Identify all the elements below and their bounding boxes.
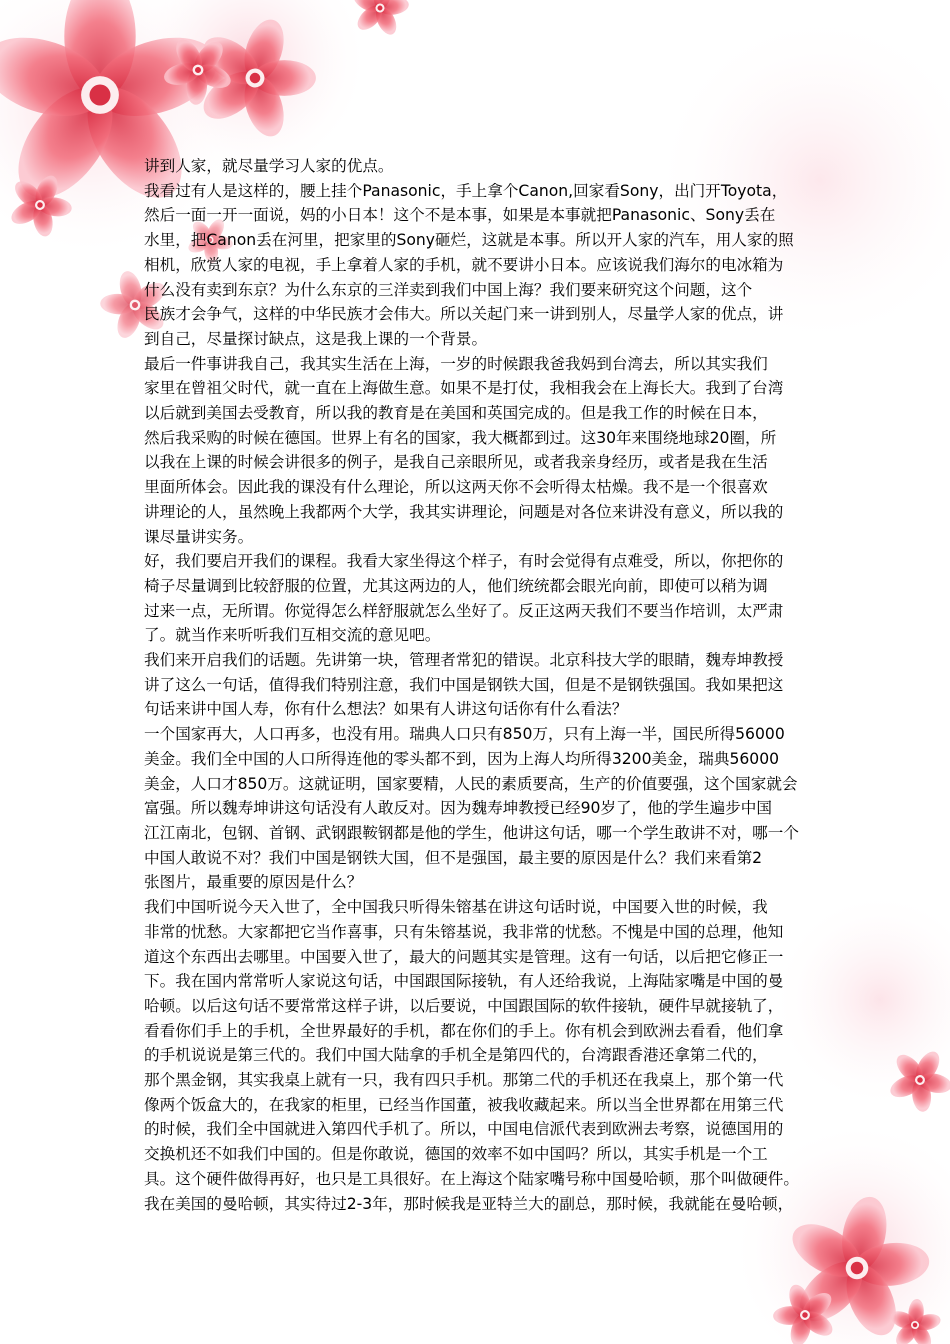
text-line: 以后就到美国去受教育，所以我的教育是在美国和英国完成的。但是我工作的时候在日本，: [144, 404, 768, 423]
text-line: 我看过有人是这样的，腰上挂个Panasonic，手上拿个Canon,回家看Sony，出门开Toyota，: [144, 181, 788, 200]
text-line: 我在美国的曼哈顿，其实待过2-3年，那时候我是亚特兰大的副总，那时候，我就能在曼哈顿，: [144, 1194, 794, 1213]
text-line: 一个国家再大，人口再多，也没有用。瑞典人口只有850万，只有上海一半，国民所得56000: [144, 725, 785, 744]
text-line: 到自己，尽量探讨缺点，这是我上课的一个背景。: [144, 329, 488, 348]
text-line: 我们中国听说今天入世了，全中国我只听得朱镕基在讲这句话时说，中国要入世的时候，我: [144, 898, 768, 917]
text-line: 句话来讲中国人寿，你有什么想法？如果有人讲这句话你有什么看法？: [144, 700, 628, 719]
text-line: 家里在曾祖父时代，就一直在上海做生意。如果不是打仗，我相我会在上海长大。我到了台湾: [144, 379, 784, 398]
text-line: 江江南北，包钢、首钢、武钢跟鞍钢都是他的学生，他讲这句话，哪一个学生敢讲不对，哪一个: [144, 823, 799, 842]
text-line: 的时候，我们全中国就进入第四代手机了。所以，中国电信派代表到欧洲去考察，说德国用的: [144, 1120, 784, 1139]
text-line: 中国人敢说不对？我们中国是钢铁大国，但不是强国，最主要的原因是什么？我们来看第2: [144, 848, 763, 867]
text-line: 了。就当作来听听我们互相交流的意见吧。: [144, 626, 441, 645]
text-line: 民族才会争气，这样的中华民族才会伟大。所以关起门来一讲到别人，尽量学人家的优点，讲: [144, 305, 784, 324]
text-line: 什么没有卖到东京？为什么东京的三洋卖到我们中国上海？我们要来研究这个问题，这个: [144, 280, 753, 299]
text-line: 讲了这么一句话，值得我们特别注意，我们中国是钢铁大国，但是不是钢铁强国。我如果把这: [144, 675, 784, 694]
text-line: 具。这个硬件做得再好，也只是工具很好。在上海这个陆家嘴号称中国曼哈顿，那个叫做硬件。: [144, 1169, 799, 1188]
text-line: 看看你们手上的手机，全世界最好的手机，都在你们的手上。你有机会到欧洲去看看，他们拿: [144, 1021, 784, 1040]
text-line: 然后一面一开一面说，妈的小日本！这个不是本事，如果是本事就把Panasonic、Sony丢在: [144, 206, 776, 225]
text-line: 最后一件事讲我自己，我其实生活在上海，一岁的时候跟我爸我妈到台湾去，所以其实我们: [144, 354, 768, 373]
text-line: 水里，把Canon丢在河里，把家里的Sony砸烂，这就是本事。所以开人家的汽车，用人家的照: [144, 231, 794, 250]
text-line: 道这个东西出去哪里。中国要入世了，最大的问题其实是管理。这有一句话，以后把它修正一: [144, 947, 784, 966]
text-line: 那个黑金钢，其实我桌上就有一只，我有四只手机。那第二代的手机还在我桌上，那个第一代: [144, 1071, 784, 1090]
text-line: 的手机说说是第三代的。我们中国大陆拿的手机全是第四代的，台湾跟香港还拿第二代的，: [144, 1046, 768, 1065]
text-line: 课尽量讲实务。: [144, 527, 254, 546]
text-line: 里面所体会。因此我的课没有什么理论，所以这两天你不会听得太枯燥。我不是一个很喜欢: [144, 478, 768, 497]
text-line: 好，我们要启开我们的课程。我看大家坐得这个样子，有时会觉得有点难受，所以，你把你的: [144, 552, 784, 571]
text-line: 相机，欣赏人家的电视，手上拿着人家的手机，就不要讲小日本。应该说我们海尔的电冰箱为: [144, 255, 784, 274]
text-line: 讲理论的人，虽然晚上我都两个大学，我其实讲理论，问题是对各位来讲没有意义，所以我的: [144, 502, 784, 521]
text-line: 富强。所以魏寿坤讲这句话没有人敢反对。因为魏寿坤教授已经90岁了，他的学生遍步中国: [144, 799, 772, 818]
text-line: 下。我在国内常常听人家说这句话，中国跟国际接轨，有人还给我说，上海陆家嘴是中国的曼: [144, 972, 784, 991]
text-line: 过来一点，无所谓。你觉得怎么样舒服就怎么坐好了。反正这两天我们不要当作培训，太严肃: [144, 601, 784, 620]
text-line: 哈顿。以后这句话不要常常这样子讲，以后要说，中国跟国际的软件接轨，硬件早就接轨了，: [144, 996, 784, 1015]
text-line: 张图片，最重要的原因是什么？: [144, 873, 363, 892]
text-line: 我们来开启我们的话题。先讲第一块，管理者常犯的错误。北京科技大学的眼睛，魏寿坤教授: [144, 651, 784, 670]
text-line: 然后我采购的时候在德国。世界上有名的国家，我大概都到过。这30年来围绕地球20圈，所: [144, 428, 777, 447]
text-line: 以我在上课的时候会讲很多的例子，是我自己亲眼所见，或者我亲身经历，或者是我在生活: [144, 453, 768, 472]
document-body: [144, 154, 810, 1216]
text-line: 非常的忧愁。大家都把它当作喜事，只有朱镕基说，我非常的忧愁。不愧是中国的总理，他知: [144, 922, 784, 941]
text-line: 交换机还不如我们中国的。但是你敢说，德国的效率不如中国吗？所以，其实手机是一个工: [144, 1145, 768, 1164]
text-line: 椅子尽量调到比较舒服的位置，尤其这两边的人，他们统统都会眼光向前，即使可以稍为调: [144, 576, 768, 595]
text-line: 美金，人口才850万。这就证明，国家要精，人民的素质要高，生产的价值要强，这个国家就会: [144, 774, 798, 793]
text-line: 讲到人家，就尽量学习人家的优点。: [144, 157, 394, 175]
text-line: 像两个饭盒大的，在我家的柜里，已经当作国董，被我收藏起来。所以当全世界都在用第三代: [144, 1095, 784, 1114]
text-line: 美金。我们全中国的人口所得连他的零头都不到，因为上海人均所得3200美金，瑞典56000: [144, 749, 780, 768]
